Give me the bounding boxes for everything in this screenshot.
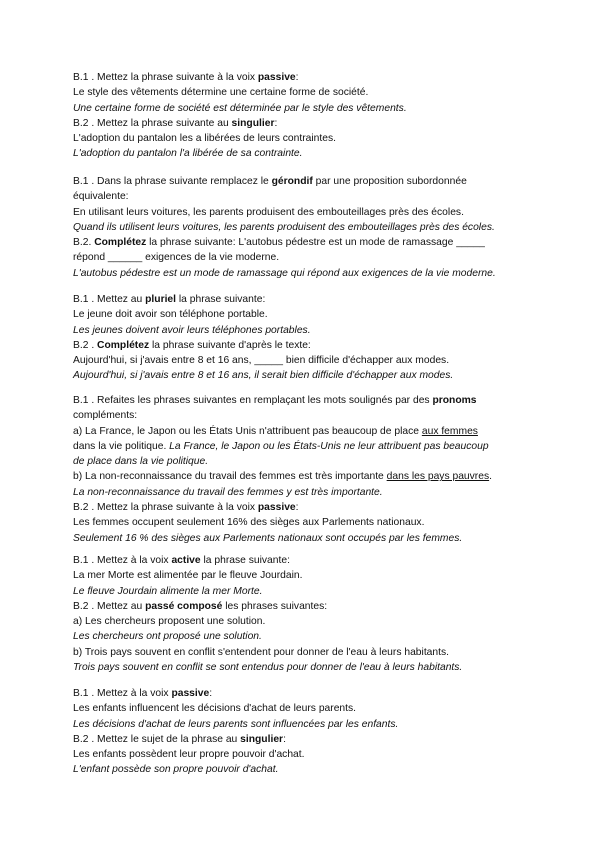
answer-line xyxy=(73,717,543,732)
answer-line xyxy=(73,101,543,116)
instruction-line xyxy=(73,553,543,568)
instruction-line xyxy=(73,338,543,353)
instruction-text: la phrase suivante: xyxy=(176,294,266,305)
answer-line xyxy=(73,485,543,500)
instruction-line xyxy=(73,393,543,408)
text-line xyxy=(73,408,543,423)
answer-text: de place dans la vie politique. xyxy=(73,456,209,468)
exercise-block xyxy=(73,174,543,281)
instruction-text: les phrases suivantes: xyxy=(222,600,328,612)
answer-text: Une certaine forme de société est déterminée par le style des vêtements. xyxy=(73,102,407,114)
sentence-text: Le jeune doit avoir son téléphone portable. xyxy=(73,309,268,321)
answer-line xyxy=(73,629,543,644)
text-line xyxy=(73,131,543,146)
keyword-bold: passive xyxy=(257,72,296,83)
answer-line xyxy=(73,146,543,161)
text-line xyxy=(73,515,543,530)
instruction-line xyxy=(73,686,543,701)
keyword-bold: Complétez xyxy=(94,237,147,249)
instruction-text: B.1 . Mettez à la voix xyxy=(73,688,172,699)
text-line xyxy=(73,701,543,716)
exercise-block xyxy=(73,292,543,384)
answer-text: L'autobus pédestre est un mode de ramassage qui répond aux exigences de la vie moderne. xyxy=(73,267,496,279)
exercise-block xyxy=(73,686,543,778)
text-line xyxy=(73,747,543,762)
instruction-text: : xyxy=(283,733,286,745)
keyword-bold: passive xyxy=(171,688,210,699)
instruction-line xyxy=(73,174,543,189)
sentence-text: Aujourd'hui, si j'avais entre 8 et 16 ans, _____ bien difficile d'échapper aux modes. xyxy=(73,355,450,367)
sentence-text: compléments: xyxy=(73,410,138,422)
instruction-text: : xyxy=(209,688,213,699)
answer-text: Le fleuve Jourdain alimente la mer Morte. xyxy=(73,585,263,597)
instruction-line xyxy=(73,439,543,454)
keyword-bold: active xyxy=(171,555,201,566)
answer-line xyxy=(73,220,543,235)
sentence-text: répond ______ exigences de la vie moderne. xyxy=(73,252,280,264)
answer-line xyxy=(73,323,543,338)
keyword-bold: passive xyxy=(257,502,296,514)
instruction-line xyxy=(73,235,543,250)
instruction-text: . xyxy=(489,471,492,483)
answer-text: Les jeunes doivent avoir leurs téléphones portables. xyxy=(73,324,311,336)
instruction-line xyxy=(73,292,543,307)
text-line xyxy=(73,307,543,322)
sentence-text: En utilisant leurs voitures, les parents produisent des embouteillages près des écoles. xyxy=(73,206,464,218)
instruction-text: B.2 . Mettez la phrase suivante à la voix xyxy=(73,502,258,514)
instruction-line xyxy=(73,732,543,747)
instruction-text: la phrase suivante: xyxy=(200,555,290,566)
answer-text: Aujourd'hui, si j'avais entre 8 et 16 ans, il serait bien difficile d'échapper aux modes. xyxy=(73,370,454,382)
text-line xyxy=(73,614,543,629)
instruction-text: B.2 . xyxy=(73,339,98,351)
sentence-text: Le style des vêtements détermine une certaine forme de société. xyxy=(73,87,369,99)
underlined-words: aux femmes xyxy=(421,425,478,437)
instruction-line xyxy=(73,116,543,131)
instruction-text: B.1 . Mettez la phrase suivante à la voix xyxy=(73,72,258,83)
sentence-text: a) Les chercheurs proposent une solution. xyxy=(73,616,266,628)
instruction-line xyxy=(73,599,543,614)
exercise-block xyxy=(73,393,543,546)
answer-line xyxy=(73,454,543,469)
keyword-bold: singulier xyxy=(231,117,275,129)
sentence-text: Les enfants influencent les décisions d'achat de leurs parents. xyxy=(73,703,357,715)
keyword-bold: pluriel xyxy=(145,294,177,305)
instruction-text: B.2 . Mettez le sujet de la phrase au xyxy=(73,733,241,745)
instruction-line xyxy=(73,70,543,85)
instruction-line xyxy=(73,500,543,515)
sentence-text: Les enfants possèdent leur propre pouvoir d'achat. xyxy=(73,749,305,761)
answer-line xyxy=(73,266,543,281)
answer-line xyxy=(73,531,543,546)
instruction-text: : xyxy=(295,502,299,514)
instruction-text: par une proposition subordonnée xyxy=(312,176,467,187)
answer-text: Les chercheurs ont proposé une solution. xyxy=(73,631,262,643)
answer-text: Quand ils utilisent leurs voitures, les parents produisent des embouteillages près des écoles. xyxy=(73,221,495,233)
answer-text: La France, le Japon ou les États-Unis ne leur attribuent pas beaucoup xyxy=(169,440,489,452)
instruction-line xyxy=(73,424,543,439)
instruction-text: la phrase suivante: L'autobus pédestre est un mode de ramassage _____ xyxy=(146,237,485,249)
exercise-block xyxy=(73,70,543,162)
instruction-text: : xyxy=(274,117,278,129)
instruction-text: a) La France, le Japon ou les États Unis n'attribuent pas beaucoup de place xyxy=(73,425,422,437)
exercise-block xyxy=(73,553,543,675)
instruction-text: b) La non-reconnaissance du travail des femmes est très importante xyxy=(73,471,387,483)
answer-text: Seulement 16 % des sièges aux Parlements nationaux sont occupés par les femmes. xyxy=(73,532,463,544)
instruction-text: B.1 . Dans la phrase suivante remplacez le xyxy=(73,176,272,187)
sentence-text: b) Trois pays souvent en conflit s'entendent pour donner de l'eau à leurs habitants. xyxy=(73,646,450,658)
instruction-text: B.1 . Refaites les phrases suivantes en remplaçant les mots soulignés par des xyxy=(73,395,433,406)
keyword-bold: singulier xyxy=(240,733,284,745)
sentence-text: Les femmes occupent seulement 16% des sièges aux Parlements nationaux. xyxy=(73,517,425,529)
answer-text: L'adoption du pantalon l'a libérée de sa contrainte. xyxy=(73,148,303,160)
text-line xyxy=(73,568,543,583)
text-line xyxy=(73,205,543,220)
text-line xyxy=(73,645,543,660)
keyword-bold: pronoms xyxy=(432,395,477,406)
text-line xyxy=(73,250,543,265)
instruction-text: B.2. xyxy=(73,237,95,249)
answer-text: Les décisions d'achat de leurs parents sont influencées par les enfants. xyxy=(73,718,399,730)
instruction-text: B.1 . Mettez au xyxy=(73,294,146,305)
instruction-line xyxy=(73,469,543,484)
underlined-words: dans les pays pauvres xyxy=(386,471,490,483)
sentence-text: équivalente: xyxy=(73,191,129,203)
sentence-text: L'adoption du pantalon les a libérées de leurs contraintes. xyxy=(73,133,336,145)
instruction-text: la phrase suivante d'après le texte: xyxy=(149,339,311,351)
text-line xyxy=(73,353,543,368)
answer-text: L'enfant possède son propre pouvoir d'achat. xyxy=(73,764,279,776)
instruction-text: B.1 . Mettez à la voix xyxy=(73,555,172,566)
instruction-text: B.2 . Mettez au xyxy=(73,600,146,612)
instruction-text: : xyxy=(295,72,299,83)
answer-line xyxy=(73,762,543,777)
sentence-text: La mer Morte est alimentée par le fleuve Jourdain. xyxy=(73,570,303,582)
text-line xyxy=(73,85,543,100)
keyword-bold: Complétez xyxy=(97,339,150,351)
instruction-text: dans la vie politique. xyxy=(73,440,170,452)
keyword-bold: passé composé xyxy=(145,600,223,612)
answer-line xyxy=(73,368,543,383)
text-line xyxy=(73,189,543,204)
answer-text: La non-reconnaissance du travail des femmes y est très importante. xyxy=(73,486,383,498)
answer-line xyxy=(73,660,543,675)
answer-line xyxy=(73,584,543,599)
keyword-bold: gérondif xyxy=(271,176,313,187)
answer-text: Trois pays souvent en conflit se sont entendus pour donner de l'eau à leurs habitants. xyxy=(73,662,463,674)
instruction-text: B.2 . Mettez la phrase suivante au xyxy=(73,117,232,129)
